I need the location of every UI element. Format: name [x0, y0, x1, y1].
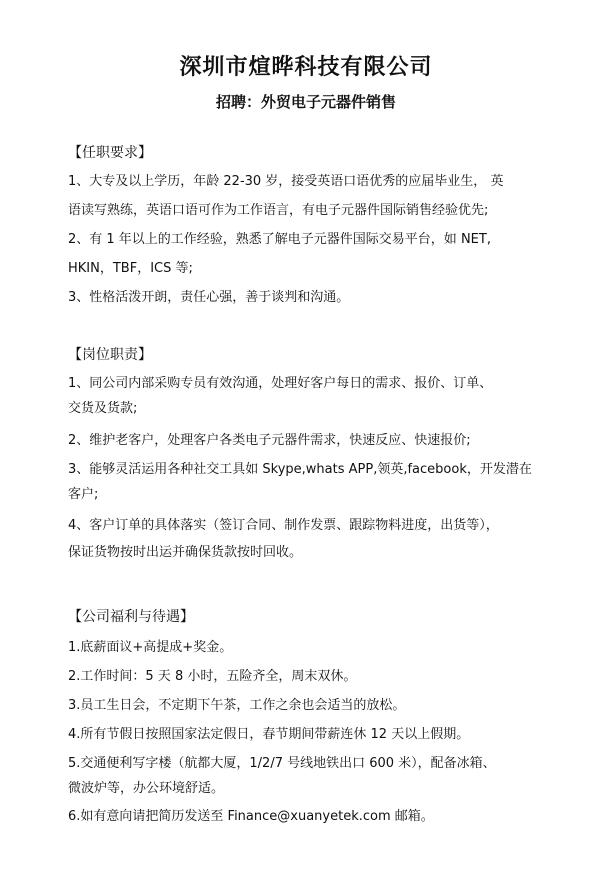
body-line: 2.工作时间：5 天 8 小时，五险齐全，周末双休。: [68, 669, 357, 684]
body-line: 5.交通便利写字楼（航都大厦，1/2/7 号线地铁出口 600 米），配备冰箱、: [68, 756, 496, 771]
body-line: 微波炉等，办公环境舒适。: [68, 781, 225, 796]
body-line: 2、有 1 年以上的工作经验，熟悉了解电子元器件国际交易平台，如 NET,: [68, 232, 491, 247]
body-line: 2、维护老客户，处理客户各类电子元器件需求，快速反应、快速报价;: [68, 433, 471, 448]
section-heading: 【岗位职责】: [68, 347, 152, 363]
body-line: 1、大专及以上学历，年龄 22-30 岁，接受英语口语优秀的应届毕业生， 英: [68, 174, 504, 189]
body-line: 3.员工生日会，不定期下午茶，工作之余也会适当的放松。: [68, 698, 406, 713]
body-line: 3、能够灵活运用各种社交工具如 Skype,whats APP,领英,facebook，开发潜在: [68, 462, 532, 477]
section-heading: 【公司福利与待遇】: [68, 609, 194, 625]
company-title: 深圳市煊晔科技有限公司: [179, 55, 433, 80]
body-line: 4.所有节假日按照国家法定假日，春节期间带薪连休 12 天以上假期。: [68, 727, 470, 742]
body-line: 保证货物按时出运并确保货款按时回收。: [68, 545, 303, 560]
section-heading: 【任职要求】: [68, 145, 152, 161]
body-line: 6.如有意向请把简历发送至 Finance@xuanyetek.com 邮箱。: [68, 809, 434, 824]
body-line: 1、同公司内部采购专员有效沟通，处理好客户每日的需求、报价、订单、: [68, 376, 493, 391]
body-line: 语读写熟练，英语口语可作为工作语言，有电子元器件国际销售经验优先;: [68, 203, 489, 218]
body-line: 1.底薪面议+高提成+奖金。: [68, 640, 233, 655]
body-line: 客户;: [68, 487, 99, 502]
body-line: 3、性格活泼开朗，责任心强，善于谈判和沟通。: [68, 290, 350, 305]
body-line: 4、客户订单的具体落实（签订合同、制作发票、跟踪物料进度，出货等），: [68, 518, 499, 533]
body-line: HKIN，TBF，ICS 等;: [68, 261, 193, 276]
body-line: 交货及货款;: [68, 401, 138, 416]
job-subtitle: 招聘：外贸电子元器件销售: [215, 93, 396, 111]
